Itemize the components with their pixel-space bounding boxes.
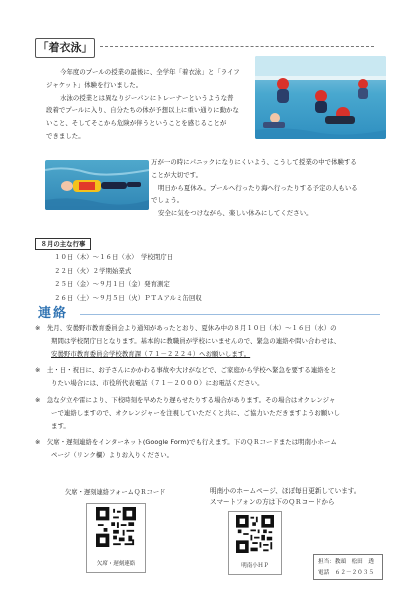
notice-weather bbox=[35, 394, 340, 432]
homepage-caption-line: 明南小のホームページ、ほぼ毎日更新しています。 bbox=[210, 487, 361, 495]
schedule-list bbox=[54, 251, 202, 305]
intro-line: 水泳の授業とは異なりジーパンにトレーナーというような普 bbox=[60, 93, 234, 102]
schedule-item: ２２日（火）２学期始業式 bbox=[54, 266, 132, 275]
notice-line: ※ 欠席・遅刻連絡をインターネット(Google Form)でも行えます。下のＱＲコードまたは明南小ホーム bbox=[35, 438, 337, 447]
closing-line: でしょう。 bbox=[151, 196, 184, 205]
section-title: 「着衣泳」 bbox=[35, 38, 95, 58]
homepage-qr-frame[interactable] bbox=[228, 511, 282, 575]
absence-form-caption: 欠席・遅刻連絡フォームＱＲコード bbox=[65, 489, 166, 496]
schedule-item: ２５日（金）～９月１日（金）発育測定 bbox=[54, 280, 170, 289]
homepage-caption-line: スマートフォンの方は下のＱＲコードから bbox=[210, 498, 335, 506]
closing-paragraph bbox=[151, 156, 358, 220]
notice-emergency bbox=[35, 364, 340, 390]
homepage-caption bbox=[210, 486, 360, 508]
title-divider bbox=[100, 46, 374, 47]
notice-title: 連絡 bbox=[38, 306, 69, 321]
contact-box bbox=[313, 554, 383, 580]
pool-photo-swimmers bbox=[255, 56, 386, 139]
notice-link-education-board: 安曇野市教育委員会学校教育課（７１－２２２４）へお願いします。 bbox=[51, 349, 251, 358]
intro-line: ジャケット」体験を行いました。 bbox=[46, 80, 143, 89]
qr-code-icon bbox=[96, 507, 136, 547]
notice-closure bbox=[35, 322, 340, 360]
contact-person: 担当：教頭 松田 透 bbox=[318, 559, 374, 565]
intro-line: 段着でプールに入り、自分たちの体が予想以上に重い通りに動かな bbox=[46, 106, 239, 115]
intro-line: 今年度のプールの授業の最後に、全学年「着衣泳」と「ライフ bbox=[60, 68, 240, 76]
notice-line: 期間は学校閉庁日となります。基本的に教職員が学校にいませんので、緊急の連絡や問い合わせは、 bbox=[51, 336, 341, 345]
notice-line: ※ 急な夕立や雷により、下校時刻を早めたり遅らせたりする場合があります。その場合はオクレンジャ bbox=[35, 395, 336, 404]
closing-line: ことが大切です。 bbox=[151, 170, 203, 179]
schedule-title: ８月の主な行事 bbox=[35, 238, 91, 250]
notice-line: りたい場合には、市役所代表電話（７１－２０００）にお電話ください。 bbox=[51, 379, 264, 388]
absence-form-qr-frame[interactable] bbox=[86, 503, 146, 573]
schedule-item: １０日（木）～１６日（水） 学校閉庁日 bbox=[54, 253, 174, 261]
pool-photo-life-jacket bbox=[45, 160, 149, 210]
intro-line: いこと、そしてそこから危険が伴うということを感じることが bbox=[46, 119, 227, 128]
qr-code-icon bbox=[236, 515, 274, 553]
closing-line: 明日から夏休み。プールへ行ったり海へ行ったりする予定の人もいる bbox=[158, 183, 358, 192]
notice-line: ※ 先月、安曇野市教育委員会より通知があったとおり、夏休み中の８月１０日（木）～１６日（水）の bbox=[35, 324, 337, 332]
notice-list bbox=[35, 322, 340, 462]
notice-absence bbox=[35, 436, 340, 462]
contact-phone: 電話 ６２－２０３５ bbox=[318, 570, 374, 576]
notice-line: ページ（リンク欄）よりお入りください。 bbox=[51, 451, 174, 460]
closing-line: 万が一の時にパニックになりにくいよう、こうして授業の中で体験する bbox=[151, 158, 357, 166]
notice-divider bbox=[80, 314, 380, 315]
notice-line: ます。 bbox=[51, 421, 70, 430]
homepage-label: 明南小ＨＰ bbox=[241, 563, 269, 569]
absence-form-label: 欠席・遅刻連絡 bbox=[96, 561, 136, 567]
intro-paragraph bbox=[46, 66, 240, 143]
intro-line: できました。 bbox=[46, 131, 85, 140]
notice-line: ※ 土・日・祝日に、お子さんにかかわる事故や大けがなどで、ご家庭から学校へ緊急を要する連絡をと bbox=[35, 366, 337, 375]
closing-line: 安全に気をつけながら、楽しい休みにしてください。 bbox=[158, 209, 313, 218]
schedule-item: ２６日（土）～９月５日（火）ＰＴＡアルミ缶回収 bbox=[54, 293, 202, 302]
notice-line: ーで連絡しますので、オクレンジャーを注視していただくと共に、ご協力いただきますようお願いし bbox=[51, 408, 341, 417]
